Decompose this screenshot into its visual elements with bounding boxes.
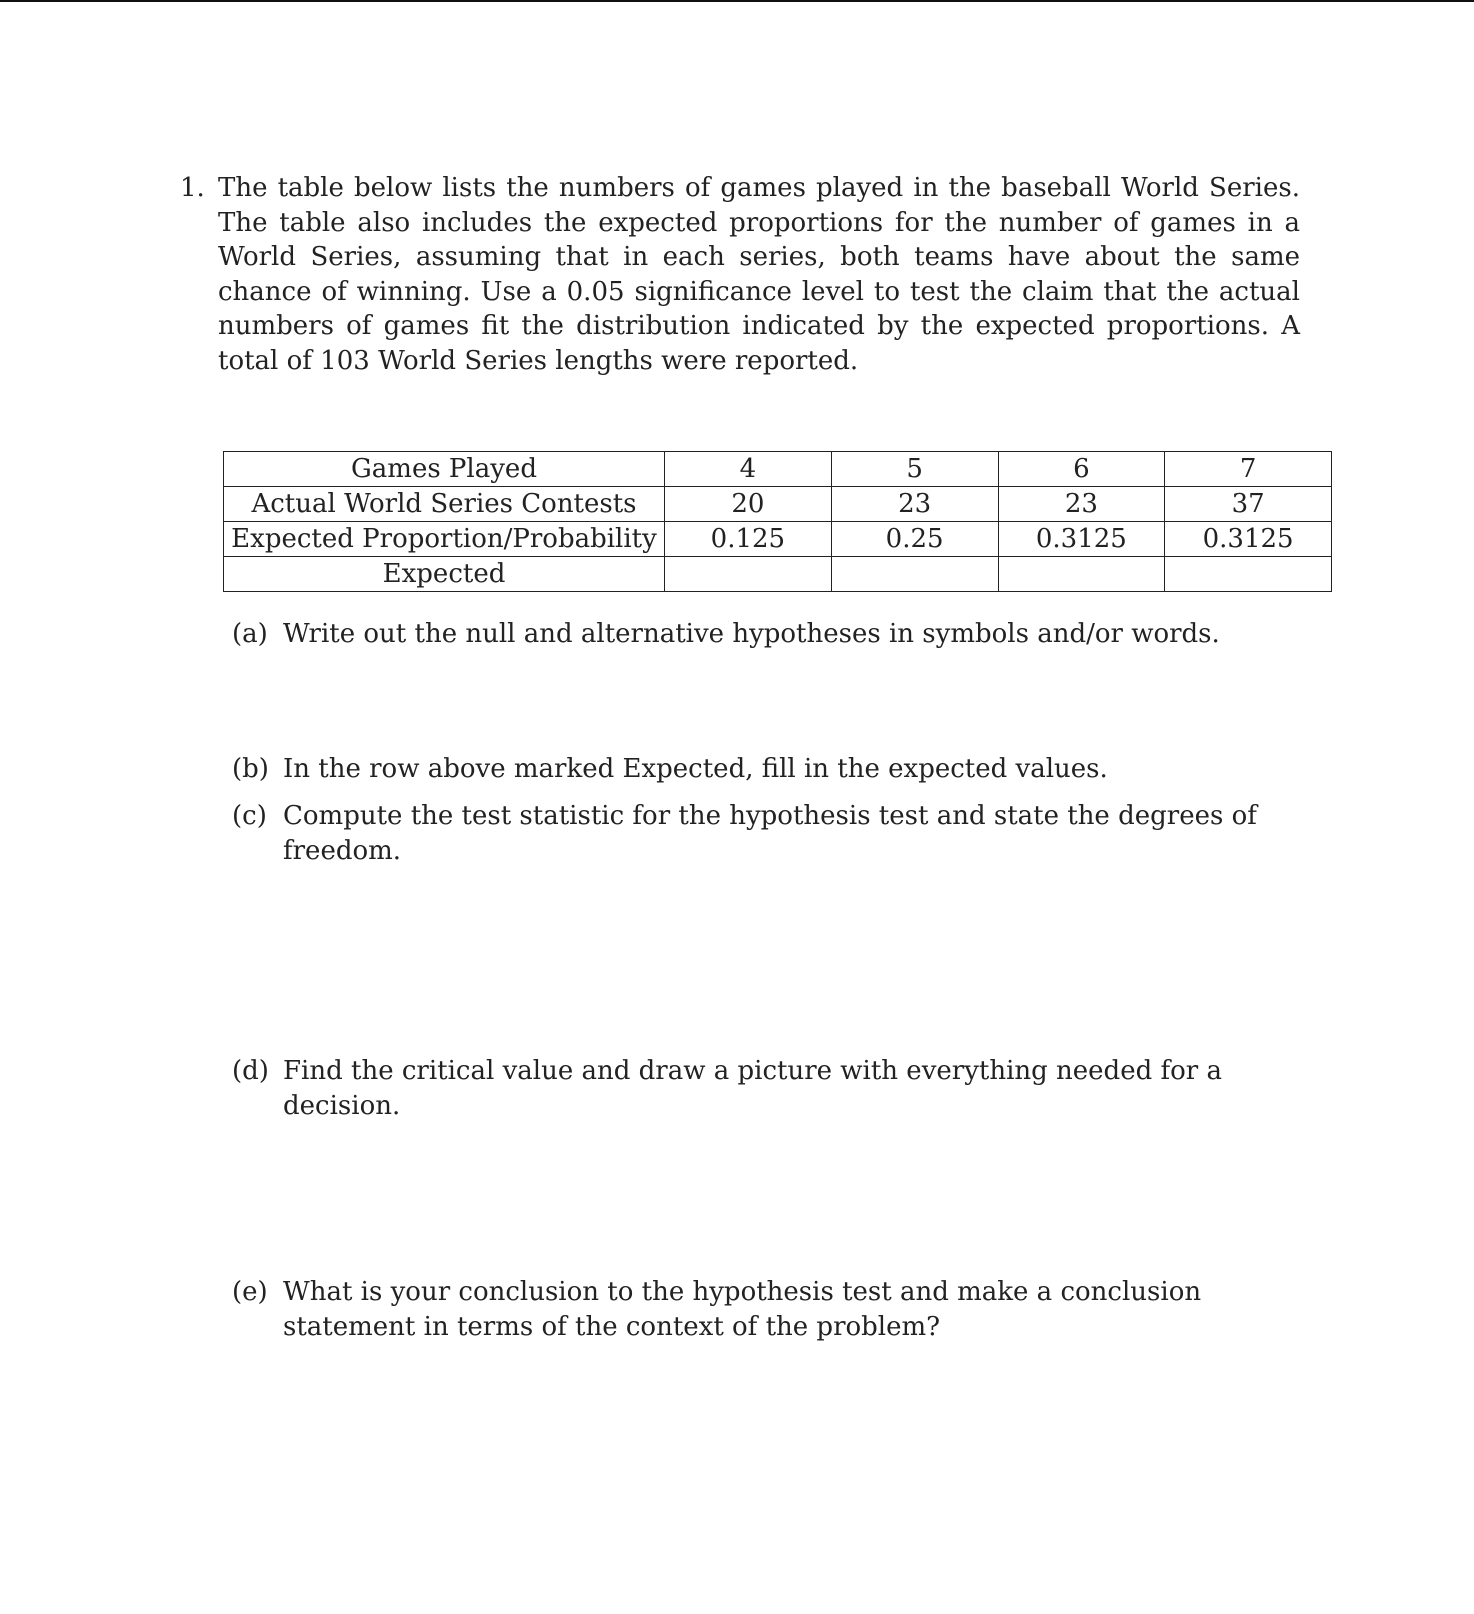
table-cell: 37 — [1165, 487, 1332, 522]
part-e — [232, 1275, 1312, 1344]
row-label: Expected Proportion/Probability — [224, 522, 665, 557]
table-cell: 0.125 — [665, 522, 832, 557]
problem-text: The table below lists the numbers of games played in the baseball World Series. The table also includes the expected proportions for the number of games in a World Series, assuming that in each series, both teams have about the same chance of winning. Use a 0.05 significance level to test the claim that the actual numbers of games fit the distribution indicated by the expected proportions. A total of 103 World Series lengths were reported. — [218, 173, 1300, 376]
part-label: (e) — [232, 1277, 268, 1307]
table-row-actual-contests — [224, 487, 1332, 522]
part-text: What is your conclusion to the hypothesis test and make a conclusion statement in terms of the context of the problem? — [283, 1277, 1202, 1342]
table-row-expected — [224, 557, 1332, 592]
expected-cell-blank — [665, 557, 832, 592]
row-label: Actual World Series Contests — [224, 487, 665, 522]
part-text: Write out the null and alternative hypotheses in symbols and/or words. — [283, 619, 1220, 649]
row-label: Games Played — [224, 452, 665, 487]
part-label: (c) — [232, 801, 267, 831]
table-cell: 0.3125 — [998, 522, 1165, 557]
world-series-table — [223, 451, 1332, 592]
table-cell: 4 — [665, 452, 832, 487]
problem-number: 1. — [180, 173, 205, 203]
part-d — [232, 1054, 1312, 1123]
row-label: Expected — [224, 557, 665, 592]
table-cell: 7 — [1165, 452, 1332, 487]
part-c — [232, 799, 1312, 868]
table-cell: 20 — [665, 487, 832, 522]
expected-cell-blank — [1165, 557, 1332, 592]
table-cell: 23 — [831, 487, 998, 522]
part-text: Compute the test statistic for the hypothesis test and state the degrees of freedom. — [283, 801, 1257, 866]
table-cell: 23 — [998, 487, 1165, 522]
table-row-games-played — [224, 452, 1332, 487]
problem-statement — [180, 171, 1300, 378]
top-border-line — [0, 0, 1474, 2]
part-a — [232, 617, 1312, 652]
expected-cell-blank — [831, 557, 998, 592]
table-cell: 5 — [831, 452, 998, 487]
part-text: In the row above marked Expected, fill in the expected values. — [283, 754, 1108, 784]
expected-cell-blank — [998, 557, 1165, 592]
part-b — [232, 752, 1312, 787]
table-row-expected-proportion — [224, 522, 1332, 557]
part-label: (a) — [232, 619, 268, 649]
table-cell: 0.3125 — [1165, 522, 1332, 557]
part-label: (b) — [232, 754, 269, 784]
table-cell: 0.25 — [831, 522, 998, 557]
part-label: (d) — [232, 1056, 269, 1086]
part-text: Find the critical value and draw a picture with everything needed for a decision. — [283, 1056, 1222, 1121]
table-cell: 6 — [998, 452, 1165, 487]
